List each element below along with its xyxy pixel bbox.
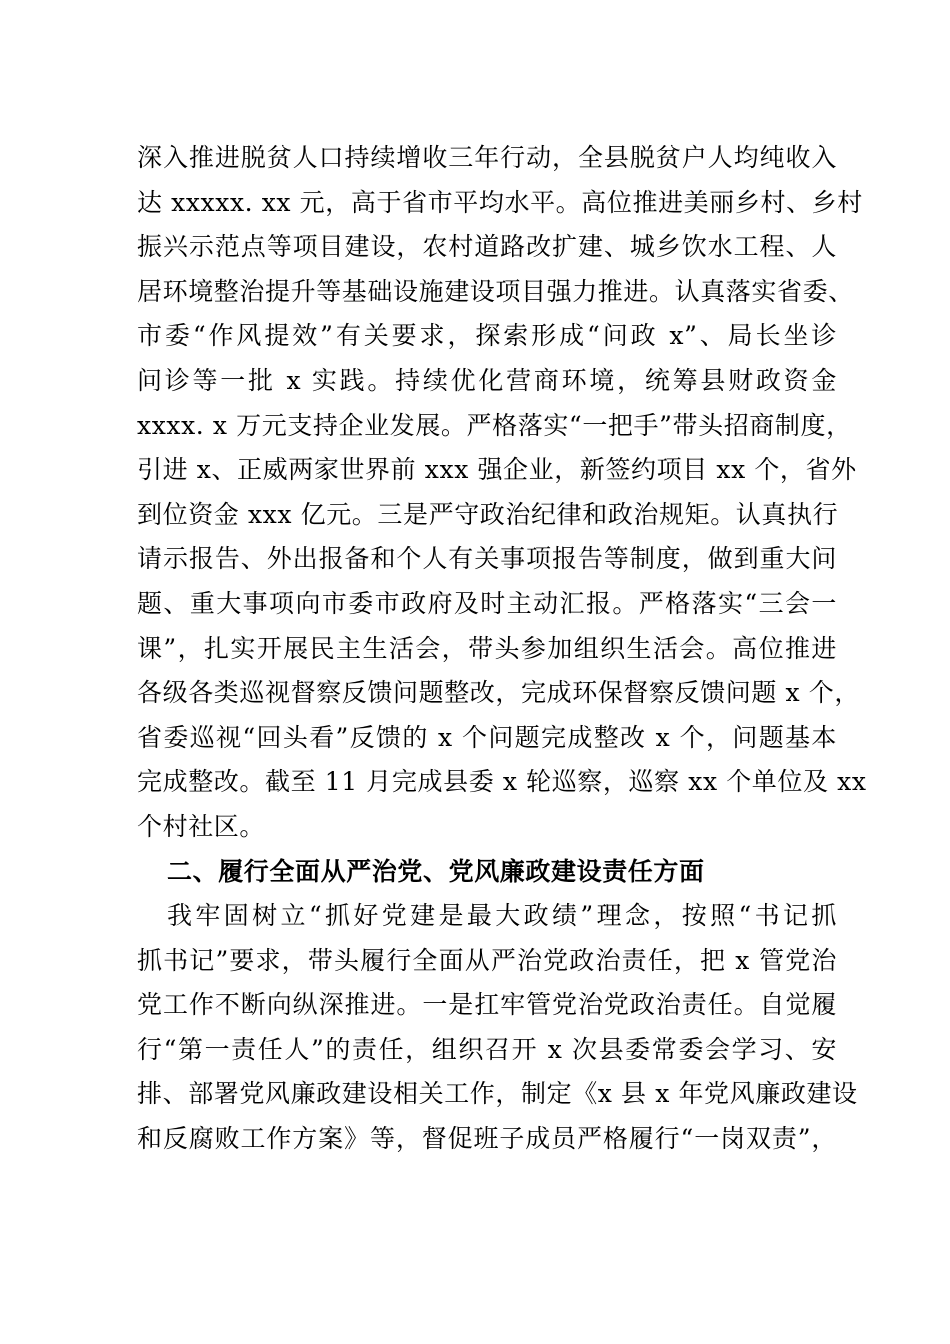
text-line: 省委巡视“回头看”反馈的 x 个问题完成整改 x 个，问题基本 <box>137 722 837 752</box>
text-line: 居环境整治提升等基础设施建设项目强力推进。认真落实省委、 <box>137 276 854 306</box>
text-line: 振兴示范点等项目建设，农村道路改扩建、城乡饮水工程、人 <box>137 232 837 262</box>
text-line: 抓书记”要求，带头履行全面从严治党政治责任，把 x 管党治 <box>137 945 837 975</box>
text-line: 我牢固树立“抓好党建是最大政绩”理念，按照“书记抓 <box>167 901 837 931</box>
text-line: 题、重大事项向市委市政府及时主动汇报。严格落实“三会一 <box>137 588 837 618</box>
text-line: 党工作不断向纵深推进。一是扛牢管党治党政治责任。自觉履 <box>137 990 837 1020</box>
text-line: 完成整改。截至 11 月完成县委 x 轮巡察，巡察 xx 个单位及 xx <box>137 767 867 797</box>
text-line: 引进 x、正威两家世界前 xxx 强企业，新签约项目 xx 个，省外 <box>137 455 857 485</box>
text-line: 深入推进脱贫人口持续增收三年行动，全县脱贫户人均纯收入 <box>137 143 837 172</box>
text-line: 请示报告、外出报备和个人有关事项报告等制度，做到重大问 <box>137 544 837 574</box>
section-heading: 二、履行全面从严治党、党风廉政建设责任方面 <box>167 856 705 886</box>
paragraph-2 <box>137 894 858 1162</box>
text-line: 各级各类巡视督察反馈问题整改，完成环保督察反馈问题 x 个， <box>137 678 860 708</box>
text-line: 市委“作风提效”有关要求，探索形成“问政 x”、局长坐诊 <box>137 321 837 351</box>
text-line: 问诊等一批 x 实践。持续优化营商环境，统筹县财政资金 <box>137 365 837 395</box>
paragraph-1 <box>137 136 867 850</box>
document-body <box>137 136 867 1162</box>
text-line: 达 xxxxx. xx 元，高于省市平均水平。高位推进美丽乡村、乡村 <box>137 187 863 217</box>
text-line: 到位资金 xxx 亿元。三是严守政治纪律和政治规矩。认真执行 <box>137 499 839 529</box>
text-line: 行“第一责任人”的责任，组织召开 x 次县委常委会学习、安 <box>137 1034 837 1064</box>
text-line: 和反腐败工作方案》等，督促班子成员严格履行“一岗双责”， <box>137 1124 837 1154</box>
text-line: 课”，扎实开展民主生活会，带头参加组织生活会。高位推进 <box>137 633 837 663</box>
text-line: 个村社区。 <box>137 811 266 841</box>
text-line: xxxx. x 万元支持企业发展。严格落实“一把手”带头招商制度， <box>137 410 852 440</box>
text-line: 排、部署党风廉政建设相关工作，制定《x 县 x 年党风廉政建设 <box>137 1079 858 1109</box>
